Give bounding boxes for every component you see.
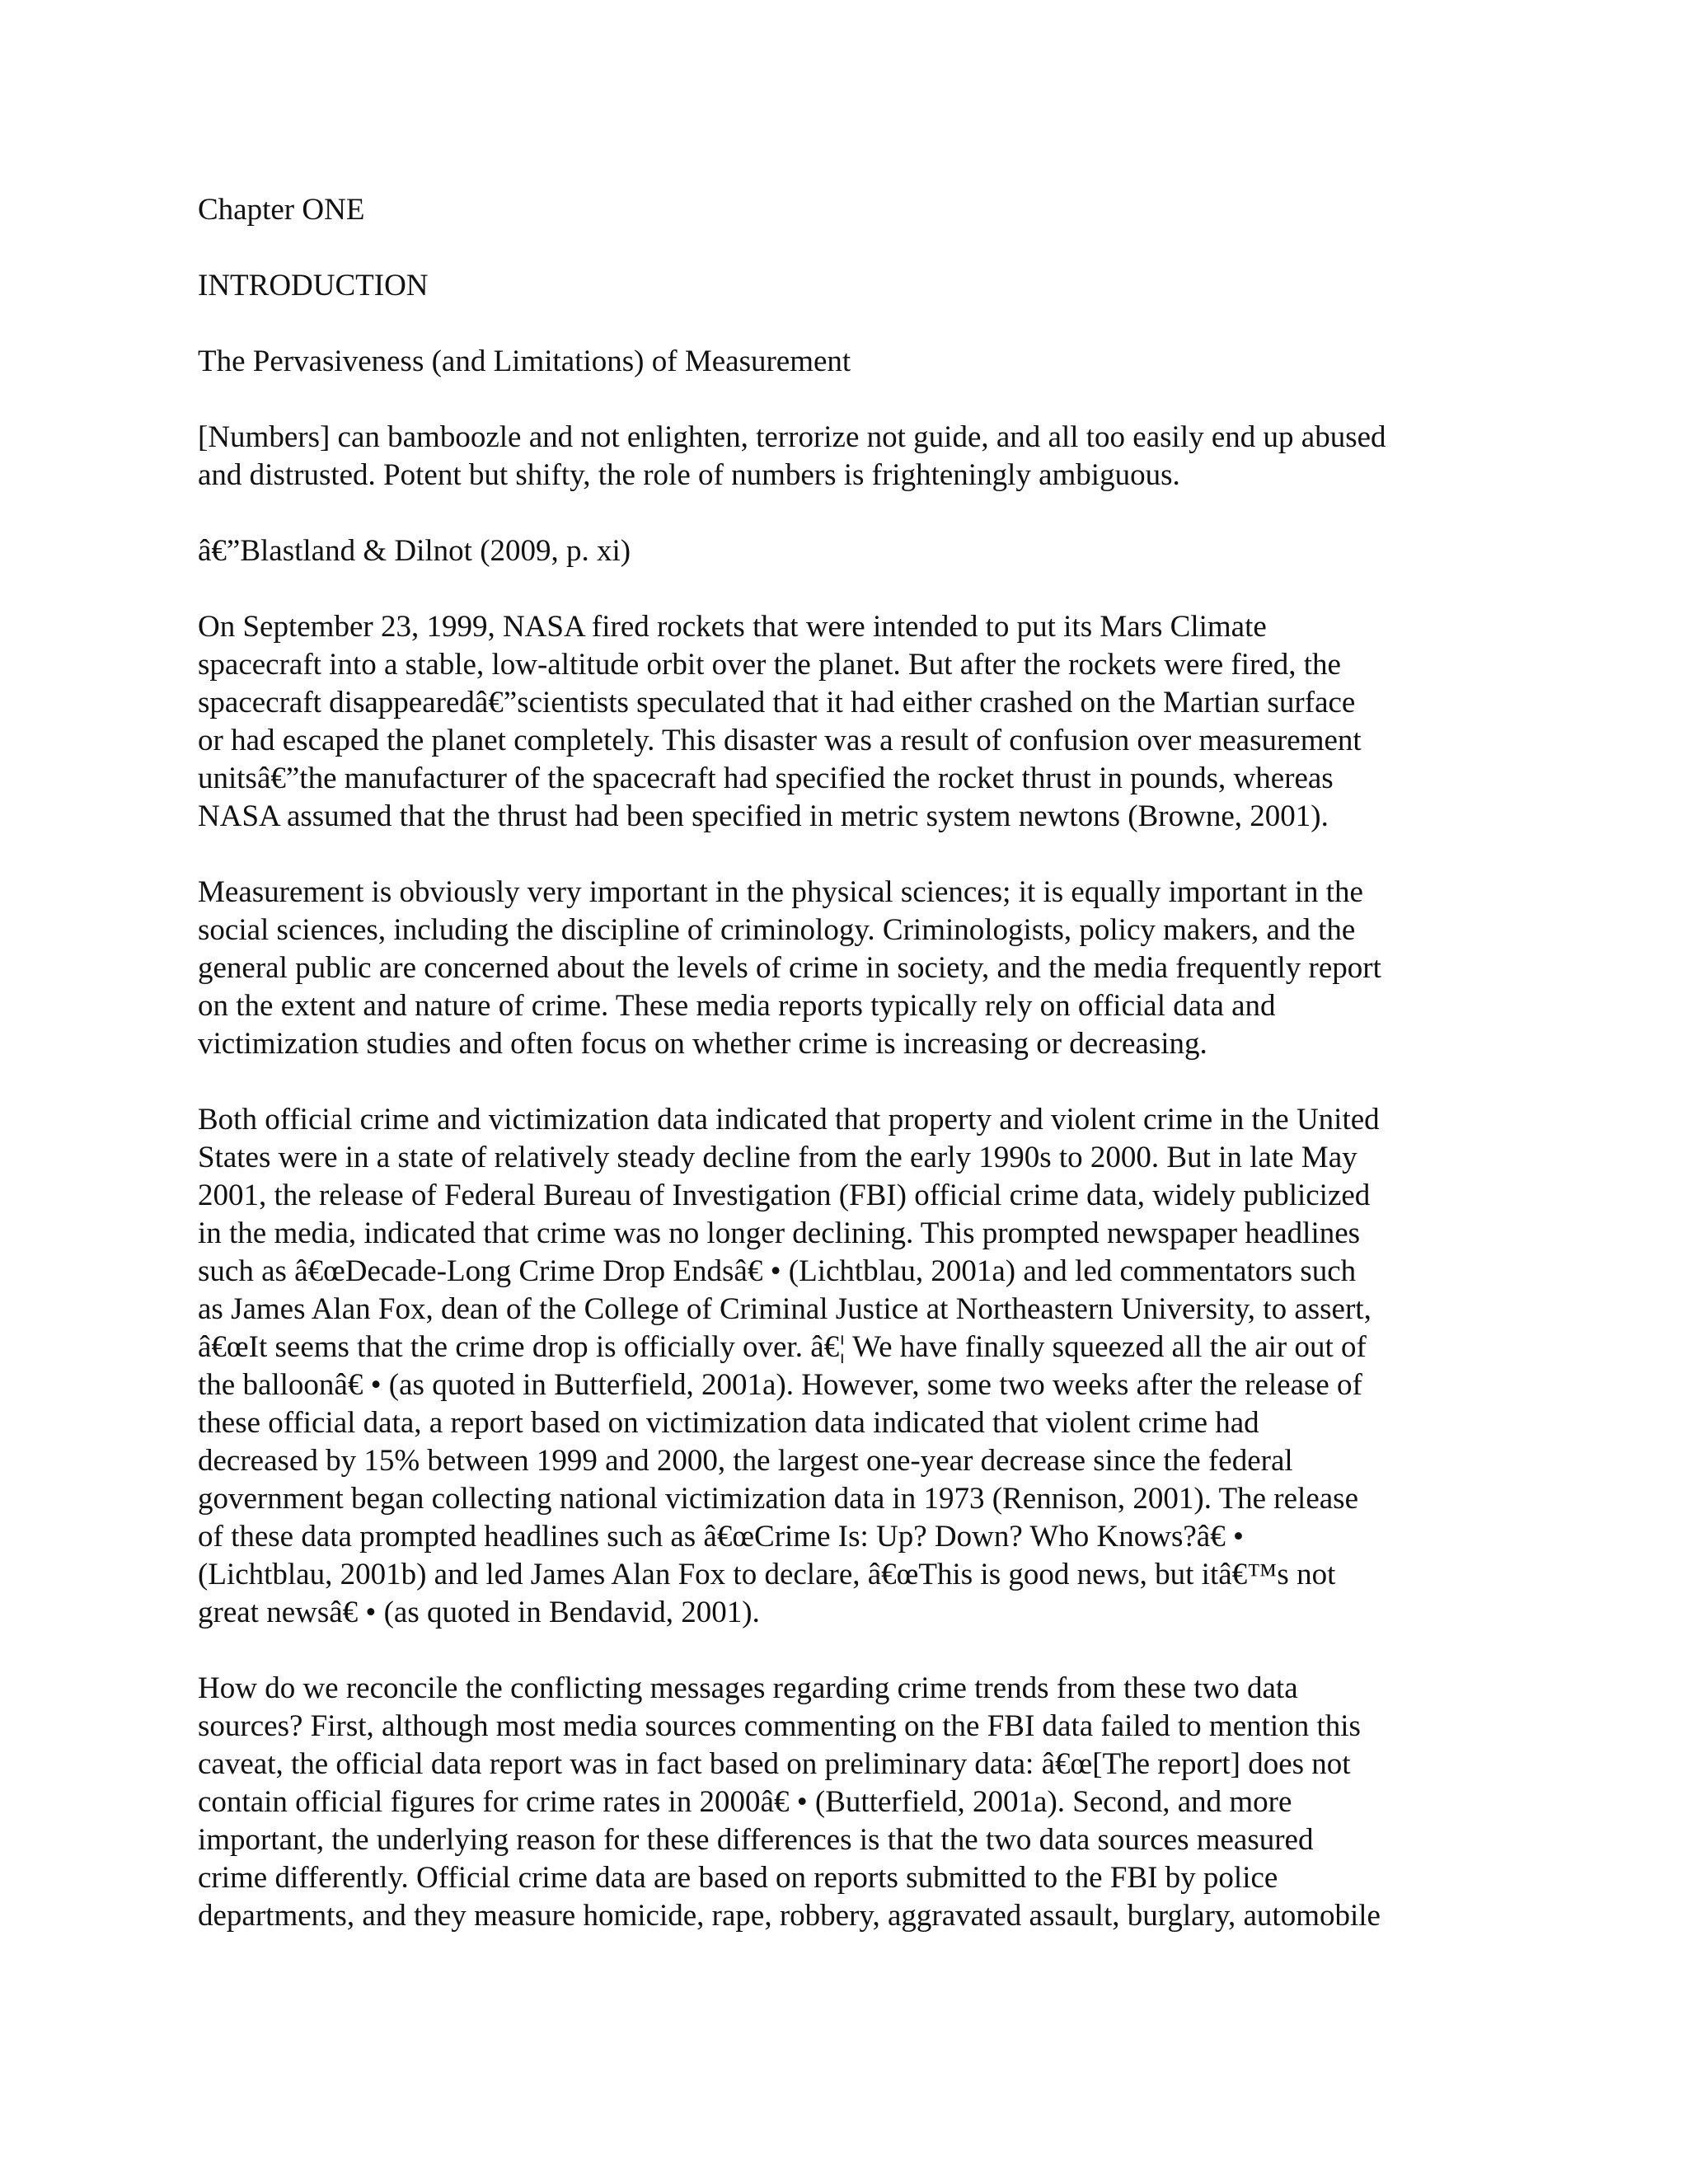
paragraph-measurement-importance: Measurement is obviously very important in the physical sciences; it is equally important in the social sciences, including the discipline of criminology. Criminologists, policy makers, and the general public are concerned about the levels of crime in society, and the media frequently report on the extent and nature of crime. These media reports typically rely on official data and victimization studies and often focus on whether crime is increasing or decreasing. [198,875,1381,1061]
paragraph-crime-data-conflict: Both official crime and victimization data indicated that property and violent crime in the United States were in a state of relatively steady decline from the early 1990s to 2000. But in late May 2001, the release of Federal Bureau of Investigation (FBI) official crime data, widely publicized in the media, indicated that crime was no longer declining. This prompted newspaper headlines such as â€œDecade-Long Crime Drop Endsâ€ • (Lichtblau, 2001a) and led commentators such as James Alan Fox, dean of the College of Criminal Justice at Northeastern University, to assert, â€œIt seems that the crime drop is officially over. â€¦ We have finally squeezed all the air out of the balloonâ€ • (as quoted in Butterfield, 2001a). However, some two weeks after the release of these official data, a report based on victimization data indicated that violent crime had decreased by 15% between 1999 and 2000, the largest one-year decrease since the federal government began collecting national victimization data in 1973 (Rennison, 2001). The release of these data prompted headlines such as â€œCrime Is: Up? Down? Who Knows?â€ • (Lichtblau, 2001b) and led James Alan Fox to declare, â€œThis is good news, but itâ€™s not great newsâ€ • (as quoted in Bendavid, 2001). [198,1103,1380,1629]
epigraph-attribution: â€”Blastland & Dilnot (2009, p. xi) [198,534,631,568]
paragraph-reconcile-messages: How do we reconcile the conflicting messages regarding crime trends from these two data sources? First, although most media sources commenting on the FBI data failed to mention this caveat, the official data report was in fact based on preliminary data: â€œ[The report] does not contain official figures for crime rates in 2000â€ • (Butterfield, 2001a). Second, and more important, the underlying reason for these differences is that the two data sources measured crime differently. Official crime data are based on reports submitted to the FBI by police departments, and they measure homicide, rape, robbery, aggravated assault, burglary, automobile [198,1671,1381,1933]
paragraph-mars-climate: On September 23, 1999, NASA fired rockets that were intended to put its Mars Climate spacecraft into a stable, low-altitude orbit over the planet. But after the rockets were fired, the spacecraft disappearedâ€”scientists speculated that it had either crashed on the Martian surface or had escaped the planet completely. This disaster was a result of confusion over measurement unitsâ€”the manufacturer of the spacecraft had specified the rocket thrust in pounds, whereas NASA assumed that the thrust had been specified in metric system newtons (Browne, 2001). [198,610,1362,833]
chapter-title: INTRODUCTION [198,269,429,302]
document-page [198,191,1484,1935]
chapter-label: Chapter ONE [198,193,365,227]
section-title: The Pervasiveness (and Limitations) of Measurement [198,344,851,378]
epigraph-quote: [Numbers] can bamboozle and not enlighten, terrorize not guide, and all too easily end up abused and distrusted. Potent but shifty, the role of numbers is frighteningly ambiguous. [198,420,1386,492]
